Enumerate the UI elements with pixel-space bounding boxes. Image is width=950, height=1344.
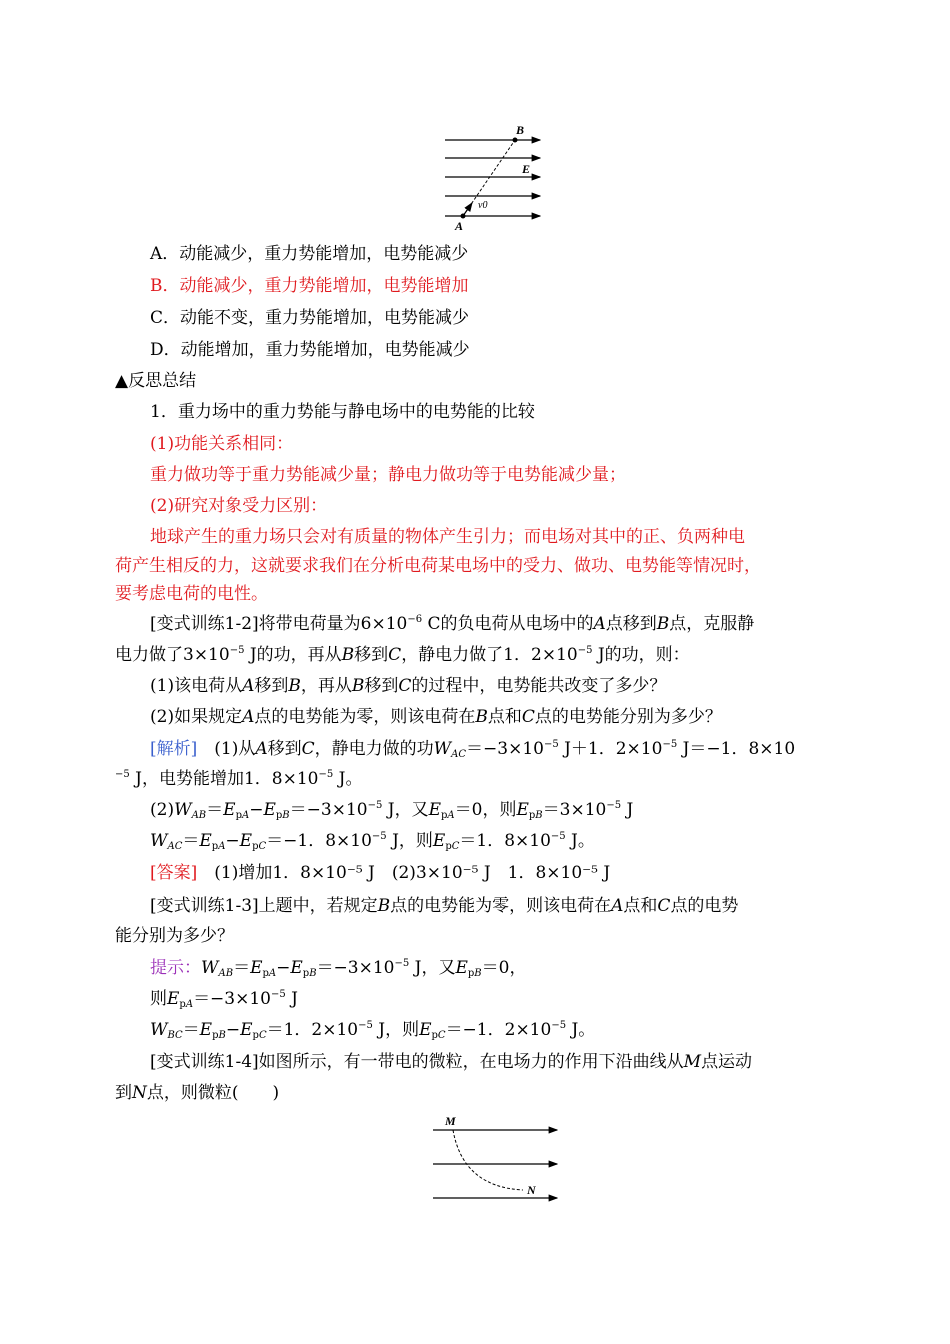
ex14-line1: [变式训练1-4]如图所示，有一带电的微粒，在电场力的作用下沿曲线从M点运动 [150, 1052, 753, 1072]
ex13-line2: 能分别为多少？ [115, 926, 234, 946]
reflection-p1-body: 重力做功等于重力势能减少量；静电力做功等于电势能减少量； [150, 465, 626, 485]
point-a [461, 214, 466, 219]
reflection-p2-line3: 要考虑电荷的电性。 [115, 584, 268, 604]
figure-electric-field-ab [440, 120, 550, 235]
analysis-tag: [解析] [150, 739, 198, 759]
reflection-p2-line1: 地球产生的重力场只会对有质量的物体产生引力；而电场对其中的正、负两种电 [150, 527, 745, 547]
ex13-hint-line1: 提示：$W_{AB}=E_{pA}-E_{pB}=-3\times 10^{-5}$ J，又$E_{pB}=0$， [150, 958, 527, 979]
option-b: B．动能减少，重力势能增加，电势能增加 [150, 276, 469, 296]
ex12-analysis-line3: $(2)W_{AB}=E_{pA}-E_{pB}=-3\times 10^{-5}$ J，又$E_{pA}=0$，则$E_{pB}=3\times 10^{-5}$ J [150, 800, 634, 821]
figure-curve-mn [425, 1112, 565, 1207]
label-e: E [522, 162, 531, 176]
reflection-item1: 1．重力场中的重力势能与静电场中的电势能的比较 [150, 402, 535, 422]
ex12-analysis-line4: $W_{AC}=E_{pA}-E_{pC}=-1$．$8\times 10^{-5}$ J，则$E_{pC}=1$．$8\times 10^{-5}$ J。 [150, 831, 595, 852]
answer-tag: [答案] [150, 863, 198, 883]
label-v0: v0 [478, 200, 488, 211]
point-b [513, 138, 518, 143]
ex12-q2: (2)如果规定A点的电势能为零，则该电荷在B点和C点的电势能分别为多少？ [150, 707, 722, 727]
option-c: C．动能不变，重力势能增加，电势能减少 [150, 308, 470, 328]
hint-tag: 提示： [150, 958, 201, 978]
ex12-analysis-line1: [解析] (1)从A移到C，静电力做的功$W_{AC}=-3\times 10^{-5}$ J＋1．$2\times 10^{-5}$ J＝−1．8×10 [150, 739, 796, 760]
ex13-hint-line3: $W_{BC}=E_{pB}-E_{pC}=1$．$2\times 10^{-5}$ J，则$E_{pC}=-1$．$2\times 10^{-5}$ J。 [150, 1020, 596, 1041]
ex13-hint-line2: 则$E_{pA}=-3\times 10^{-5}$ J [150, 989, 298, 1010]
ex12-question-line2: 电力做了$3\times 10^{-5}$ J的功，再从B移到C，静电力做了1．$2\times 10^{-5}$ J的功，则： [115, 645, 690, 665]
ex12-q1: (1)该电荷从A移到B，再从B移到C的过程中，电势能共改变了多少？ [150, 676, 667, 696]
option-a: A．动能减少，重力势能增加，电势能减少 [150, 244, 469, 264]
label-n: N [527, 1183, 536, 1197]
ex14-tag: [变式训练1-4] [150, 1052, 259, 1072]
option-d: D．动能增加，重力势能增加，电势能减少 [150, 340, 470, 360]
ex12-answer: [答案] (1)增加1．8×10⁻⁵ J (2)3×10⁻⁵ J 1．8×10⁻⁵ J [150, 863, 611, 883]
ex12-question-line1: [变式训练1-2]将带电荷量为$6\times 10^{-6}$ C的负电荷从电场中的A点移到B点，克服静 [150, 614, 755, 634]
ex12-analysis-line2: $^{-5}$ J，电势能增加1．$8\times 10^{-5}$ J。 [115, 769, 363, 789]
label-a: A [455, 219, 464, 233]
reflection-p2-line2: 荷产生相反的力，这就要求我们在分析电荷某电场中的受力、做功、电势能等情况时， [115, 556, 761, 576]
reflection-p1-title: (1)功能关系相同： [150, 434, 294, 454]
reflection-heading: ▲反思总结 [115, 371, 197, 391]
curved-trajectory [453, 1130, 523, 1190]
ex14-line2: 到N点，则微粒( ) [115, 1083, 280, 1103]
ex13-tag: [变式训练1-3] [150, 896, 259, 916]
label-b: B [516, 123, 525, 137]
label-m: M [445, 1114, 456, 1128]
ex13-line1: [变式训练1-3]上题中，若规定B点的电势能为零，则该电荷在A点和C点的电势 [150, 896, 739, 916]
ex12-tag: [变式训练1-2] [150, 614, 259, 634]
reflection-p2-title: (2)研究对象受力区别： [150, 496, 328, 516]
